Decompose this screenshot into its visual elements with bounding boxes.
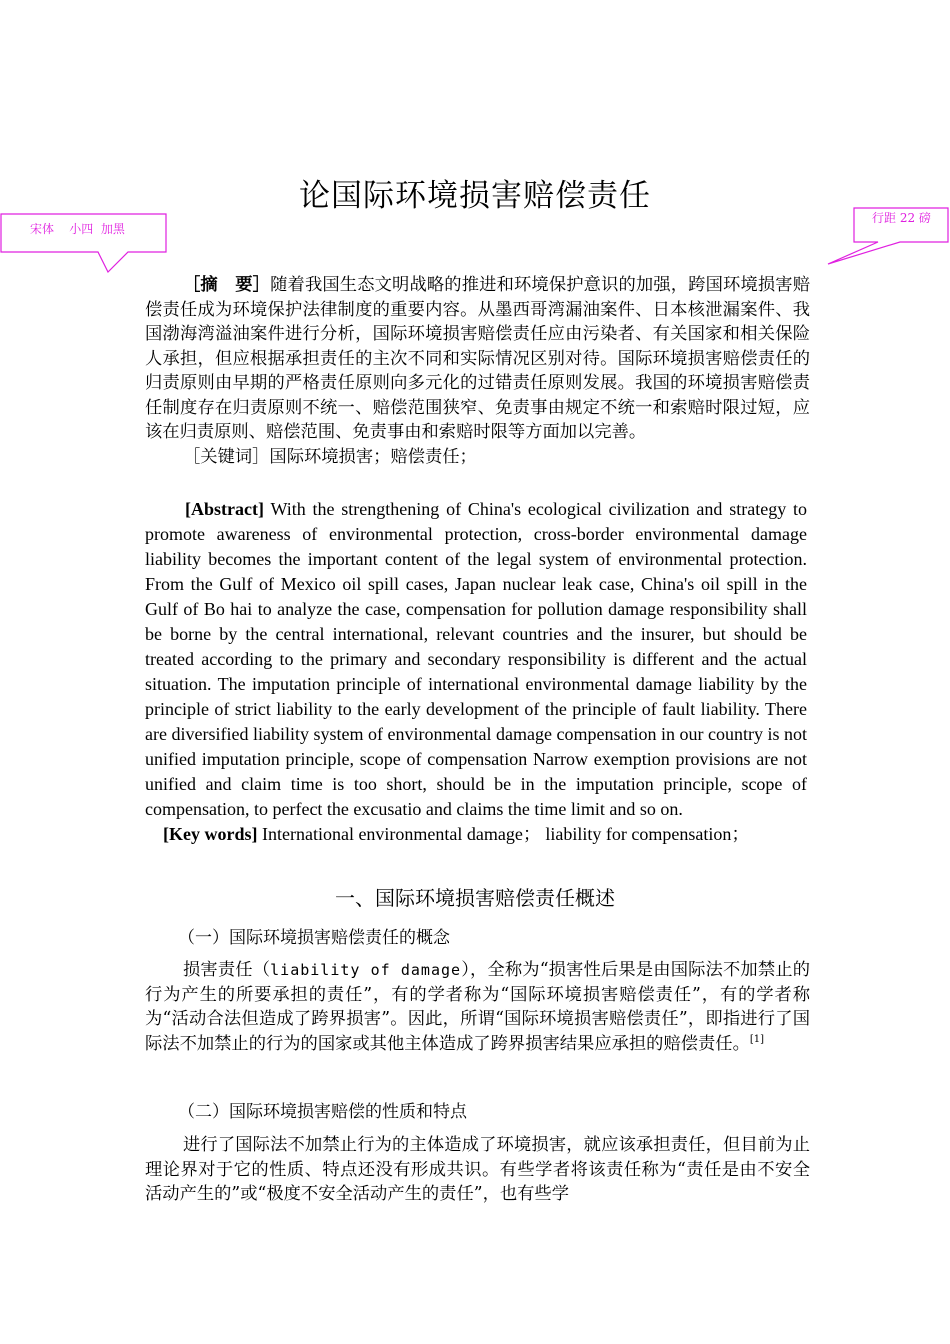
sub1-text-a: 损害责任（: [183, 960, 271, 980]
keywords-zh-text: 国际环境损害；赔偿责任；: [269, 446, 477, 467]
keywords-en-text: International environmental damage； liability for compensation；: [257, 824, 750, 844]
abstract-zh: [145, 273, 810, 469]
subsection-2-body: [145, 1133, 810, 1207]
right-annotation-text: 行距 22 磅: [872, 211, 931, 225]
keywords-en-label: [Key words]: [163, 824, 258, 844]
subsection-2-heading: （二）国际环境损害赔偿的性质和特点: [178, 1102, 467, 1122]
document-title: 论国际环境损害赔偿责任: [299, 178, 651, 214]
citation-ref: [1]: [749, 1033, 765, 1045]
left-annotation-text: 宋体 小四 加黑: [30, 222, 125, 236]
sub2-text: 进行了国际法不加禁止行为的主体造成了环境损害，就应该承担责任，但目前为止理论界对于它的性质、特点还没有形成共识。有些学者将该责任称为“责任是由不安全活动产生的”或“极度不安全活动产生的责任”，也有些学: [145, 1135, 810, 1204]
subsection-1-heading: （一）国际环境损害赔偿责任的概念: [178, 928, 450, 948]
abstract-zh-text: 随着我国生态文明战略的推进和环境保护意识的加强，跨国环境损害赔偿责任成为环境保护法律制度的重要内容。从墨西哥湾漏油案件、日本核泄漏案件、我国渤海湾溢油案件进行分析，国际环境损害赔偿责任应由污染者、有关国家和相关保险人承担，但应根据承担责任的主次不同和实际情况区别对待。国际环境损害赔偿责任的归责原则由早期的严格责任原则向多元化的过错责任原则发展。我国的环境损害赔偿责任制度存在归责原则不统一、赔偿范围狭窄、免责事由规定不统一和索赔时限过短，应该在归责原则、赔偿范围、免责事由和索赔时限等方面加以完善。: [145, 275, 810, 442]
section-heading: 一、国际环境损害赔偿责任概述: [335, 886, 615, 910]
abstract-en-text: With the strengthening of China's ecological civilization and strategy to promote awareness of environmental protection, cross-border environmental damage liability becomes the important content of the legal system of environmental protection. From the Gulf of Mexico oil spill cases, Japan nuclear leak case, China's oil spill in the Gulf of Bo hai to analyze the case, compensation for pollution damage responsibility shall be borne by the central international, relevant countries and the insurer, but should be treated according to the primary and secondary responsibility is different and the actual situation. The imputation principle of international environmental damage liability by the principle of strict liability to the early development of the principle of fault liability. There are diversified liability system of environmental damage compensation in our country is not unified imputation principle, scope of compensation Narrow exemption provisions are not unified and claim time is too short, should be in the imputation principle, scope of compensation, to perfect the excusatio and claims the time limit and so on.: [145, 499, 807, 819]
sub1-text-b: ），全称为“损害性后果是由国际法不加禁止的行为产生的所要承担的责任”，有的学者称为“国际环境损害赔偿责任”，有的学者称为“活动合法但造成了跨界损害”。因此，所谓“国际环境损害赔偿责任”，即指进行了国际法不加禁止的行为的国家或其他主体造成了跨界损害结果应承担的赔偿责任。: [145, 960, 810, 1054]
abstract-en: [145, 497, 807, 847]
subsection-1-body: [145, 958, 810, 1056]
abstract-zh-label: ［摘 要］: [183, 275, 271, 295]
abstract-en-label: [Abstract]: [185, 499, 264, 519]
sub1-text-mono: liability of damage: [270, 961, 462, 979]
keywords-zh-label: ［关键词］: [183, 446, 270, 467]
